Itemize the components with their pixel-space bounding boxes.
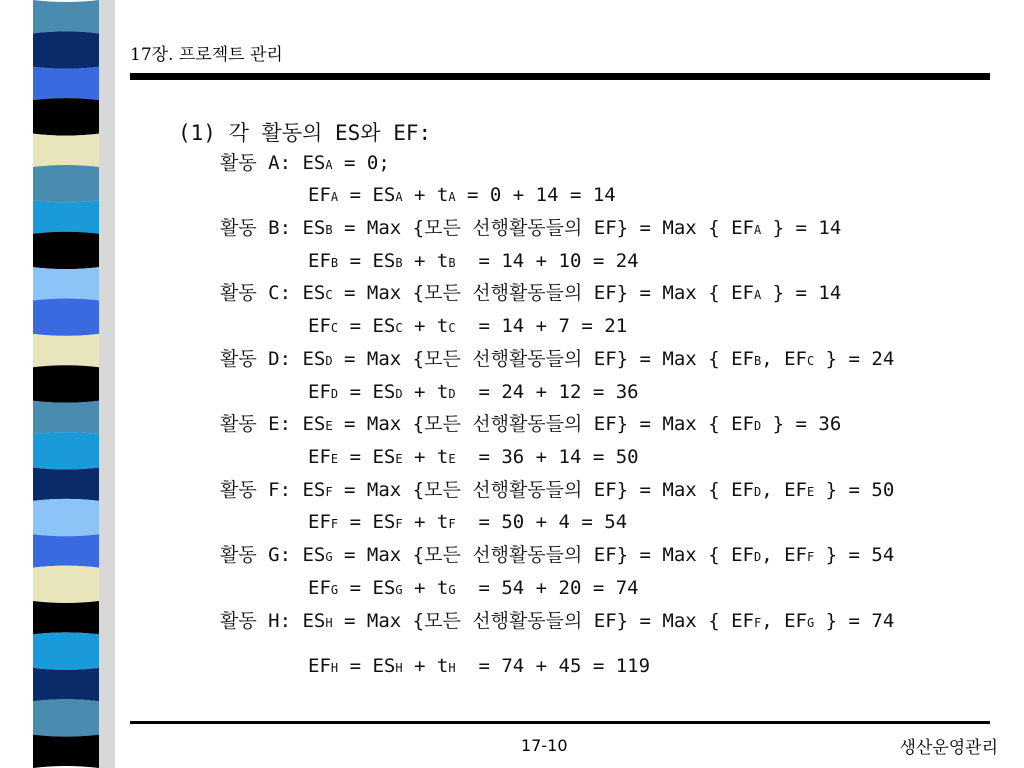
stripe-band: [33, 534, 99, 567]
activity-es-line: [220, 281, 841, 307]
subscript-text: C: [448, 321, 456, 335]
activity-ef-line: [308, 183, 616, 209]
activity-ef-line: [308, 576, 639, 602]
subscript-text: E: [806, 485, 815, 499]
stripe-band: [33, 165, 99, 202]
formula-text: = Max {모든 선행활동들의 EF} = Max { EF: [332, 544, 754, 566]
subscript-text: B: [753, 354, 762, 368]
stripe-band: [33, 499, 99, 536]
formula-text: = 74 + 45 = 119: [455, 655, 651, 677]
subscript-text: D: [753, 485, 762, 499]
subscript-text: E: [330, 452, 339, 466]
formula-text: } = 14: [761, 282, 842, 304]
activity-ef-line: [308, 510, 627, 536]
formula-text: = Max {모든 선행활동들의 EF} = Max { EF: [332, 610, 754, 632]
formula-text: + t: [402, 655, 449, 677]
formula-text: = 0 + 14 = 14: [455, 184, 616, 206]
subscript-text: A: [330, 190, 339, 204]
formula-text: 활동 D: ES: [220, 348, 326, 370]
subscript-text: C: [330, 321, 339, 335]
formula-text: 활동 E: ES: [220, 413, 326, 435]
subscript-text: A: [753, 288, 762, 302]
subscript-text: B: [448, 256, 456, 270]
formula-text: } = 74: [814, 610, 895, 632]
formula-text: = 54 + 20 = 74: [455, 577, 639, 599]
formula-text: = 36 + 14 = 50: [455, 446, 639, 468]
subscript-text: B: [395, 256, 403, 270]
formula-text: , EF: [761, 479, 807, 501]
subscript-text: A: [448, 190, 456, 204]
subscript-text: G: [325, 550, 333, 564]
subscript-text: A: [325, 158, 333, 172]
stripe-band: [33, 299, 99, 336]
formula-text: + t: [402, 250, 449, 272]
stripe-band: [33, 601, 99, 634]
formula-text: , EF: [761, 544, 807, 566]
activity-ef-line: [308, 249, 639, 275]
subscript-text: D: [330, 387, 339, 401]
formula-text: 활동 G: ES: [220, 544, 326, 566]
subscript-text: C: [395, 321, 403, 335]
activity-es-line: [220, 216, 841, 242]
stripe-band: [33, 735, 99, 768]
subscript-text: H: [325, 616, 333, 630]
stripe-band: [33, 31, 99, 68]
stripe-shadow: [99, 0, 115, 768]
subscript-text: F: [753, 616, 762, 630]
subscript-text: F: [395, 517, 403, 531]
subscript-text: A: [395, 190, 403, 204]
formula-text: 활동 H: ES: [220, 610, 326, 632]
chapter-title: 17장. 프로젝트 관리: [130, 45, 283, 65]
footer-divider: [130, 721, 990, 724]
stripe-band: [33, 699, 99, 736]
formula-text: 활동 C: ES: [220, 282, 326, 304]
subscript-text: E: [395, 452, 403, 466]
formula-text: = ES: [338, 315, 396, 337]
activity-es-line: [220, 347, 894, 373]
section-heading: (1) 각 활동의 ES와 EF:: [178, 121, 432, 145]
subscript-text: D: [753, 419, 762, 433]
decorative-stripe-bar: [33, 0, 99, 768]
activity-ef-line: [308, 654, 650, 680]
formula-text: EF: [308, 511, 331, 533]
formula-text: = ES: [338, 511, 396, 533]
formula-text: = 50 + 4 = 54: [455, 511, 628, 533]
activity-es-line: [220, 609, 894, 635]
header-divider: [130, 73, 990, 80]
subscript-text: G: [806, 616, 815, 630]
formula-text: , EF: [761, 610, 807, 632]
stripe-band: [33, 0, 99, 33]
stripe-band: [33, 98, 99, 135]
subscript-text: G: [330, 583, 339, 597]
formula-text: 활동 A: ES: [220, 152, 326, 174]
formula-text: EF: [308, 446, 331, 468]
subscript-text: B: [330, 256, 339, 270]
activity-ef-line: [308, 445, 639, 471]
subscript-text: G: [395, 583, 403, 597]
formula-text: = ES: [338, 577, 396, 599]
formula-text: = 14 + 7 = 21: [455, 315, 628, 337]
stripe-band: [33, 632, 99, 669]
activity-es-line: [220, 412, 841, 438]
formula-text: 활동 B: ES: [220, 217, 326, 239]
subscript-text: F: [325, 485, 333, 499]
subscript-text: F: [330, 517, 339, 531]
formula-text: = ES: [338, 381, 396, 403]
subscript-text: D: [395, 387, 403, 401]
subscript-text: H: [448, 661, 456, 675]
course-name: 생산운영관리: [899, 738, 998, 758]
formula-text: + t: [402, 381, 449, 403]
subscript-text: A: [753, 223, 762, 237]
formula-text: = ES: [338, 655, 396, 677]
subscript-text: C: [325, 288, 333, 302]
formula-text: + t: [402, 184, 449, 206]
subscript-text: D: [753, 550, 762, 564]
subscript-text: G: [448, 583, 456, 597]
subscript-text: B: [325, 223, 333, 237]
subscript-text: D: [325, 354, 333, 368]
subscript-text: E: [325, 419, 333, 433]
formula-text: EF: [308, 381, 331, 403]
subscript-text: H: [395, 661, 403, 675]
formula-text: = ES: [338, 184, 396, 206]
activity-es-line: [220, 151, 390, 177]
formula-text: } = 24: [814, 348, 895, 370]
formula-text: } = 50: [814, 479, 895, 501]
stripe-band: [33, 200, 99, 233]
activity-es-line: [220, 543, 894, 569]
formula-text: = Max {모든 선행활동들의 EF} = Max { EF: [332, 348, 754, 370]
formula-text: } = 36: [761, 413, 842, 435]
activity-ef-line: [308, 380, 639, 406]
subscript-text: C: [806, 354, 815, 368]
formula-text: EF: [308, 315, 331, 337]
stripe-band: [33, 365, 99, 402]
formula-text: , EF: [761, 348, 807, 370]
formula-text: } = 14: [761, 217, 842, 239]
formula-text: = Max {모든 선행활동들의 EF} = Max { EF: [332, 282, 754, 304]
subscript-text: D: [448, 387, 456, 401]
formula-text: + t: [402, 511, 449, 533]
subscript-text: H: [330, 661, 339, 675]
stripe-band: [33, 432, 99, 469]
formula-text: = ES: [338, 250, 396, 272]
formula-text: = Max {모든 선행활동들의 EF} = Max { EF: [332, 413, 754, 435]
page-number: 17-10: [521, 736, 568, 755]
formula-text: 활동 F: ES: [220, 479, 326, 501]
formula-text: = ES: [338, 446, 396, 468]
formula-text: EF: [308, 655, 331, 677]
subscript-text: F: [806, 550, 815, 564]
stripe-band: [33, 566, 99, 603]
formula-text: = 14 + 10 = 24: [455, 250, 639, 272]
formula-text: = Max {모든 선행활동들의 EF} = Max { EF: [332, 479, 754, 501]
formula-text: + t: [402, 315, 449, 337]
stripe-band: [33, 134, 99, 167]
stripe-band: [33, 67, 99, 100]
stripe-band: [33, 334, 99, 367]
formula-text: + t: [402, 446, 449, 468]
formula-text: EF: [308, 184, 331, 206]
formula-text: = 0;: [332, 152, 390, 174]
stripe-band: [33, 267, 99, 300]
formula-text: EF: [308, 577, 331, 599]
stripe-band: [33, 401, 99, 434]
stripe-band: [33, 668, 99, 701]
activity-es-line: [220, 478, 894, 504]
formula-text: } = 54: [814, 544, 895, 566]
stripe-band: [33, 467, 99, 500]
formula-text: EF: [308, 250, 331, 272]
formula-text: = 24 + 12 = 36: [455, 381, 639, 403]
subscript-text: E: [448, 452, 456, 466]
stripe-band: [33, 232, 99, 269]
formula-text: + t: [402, 577, 449, 599]
subscript-text: F: [448, 517, 456, 531]
activity-ef-line: [308, 314, 627, 340]
formula-text: = Max {모든 선행활동들의 EF} = Max { EF: [332, 217, 754, 239]
